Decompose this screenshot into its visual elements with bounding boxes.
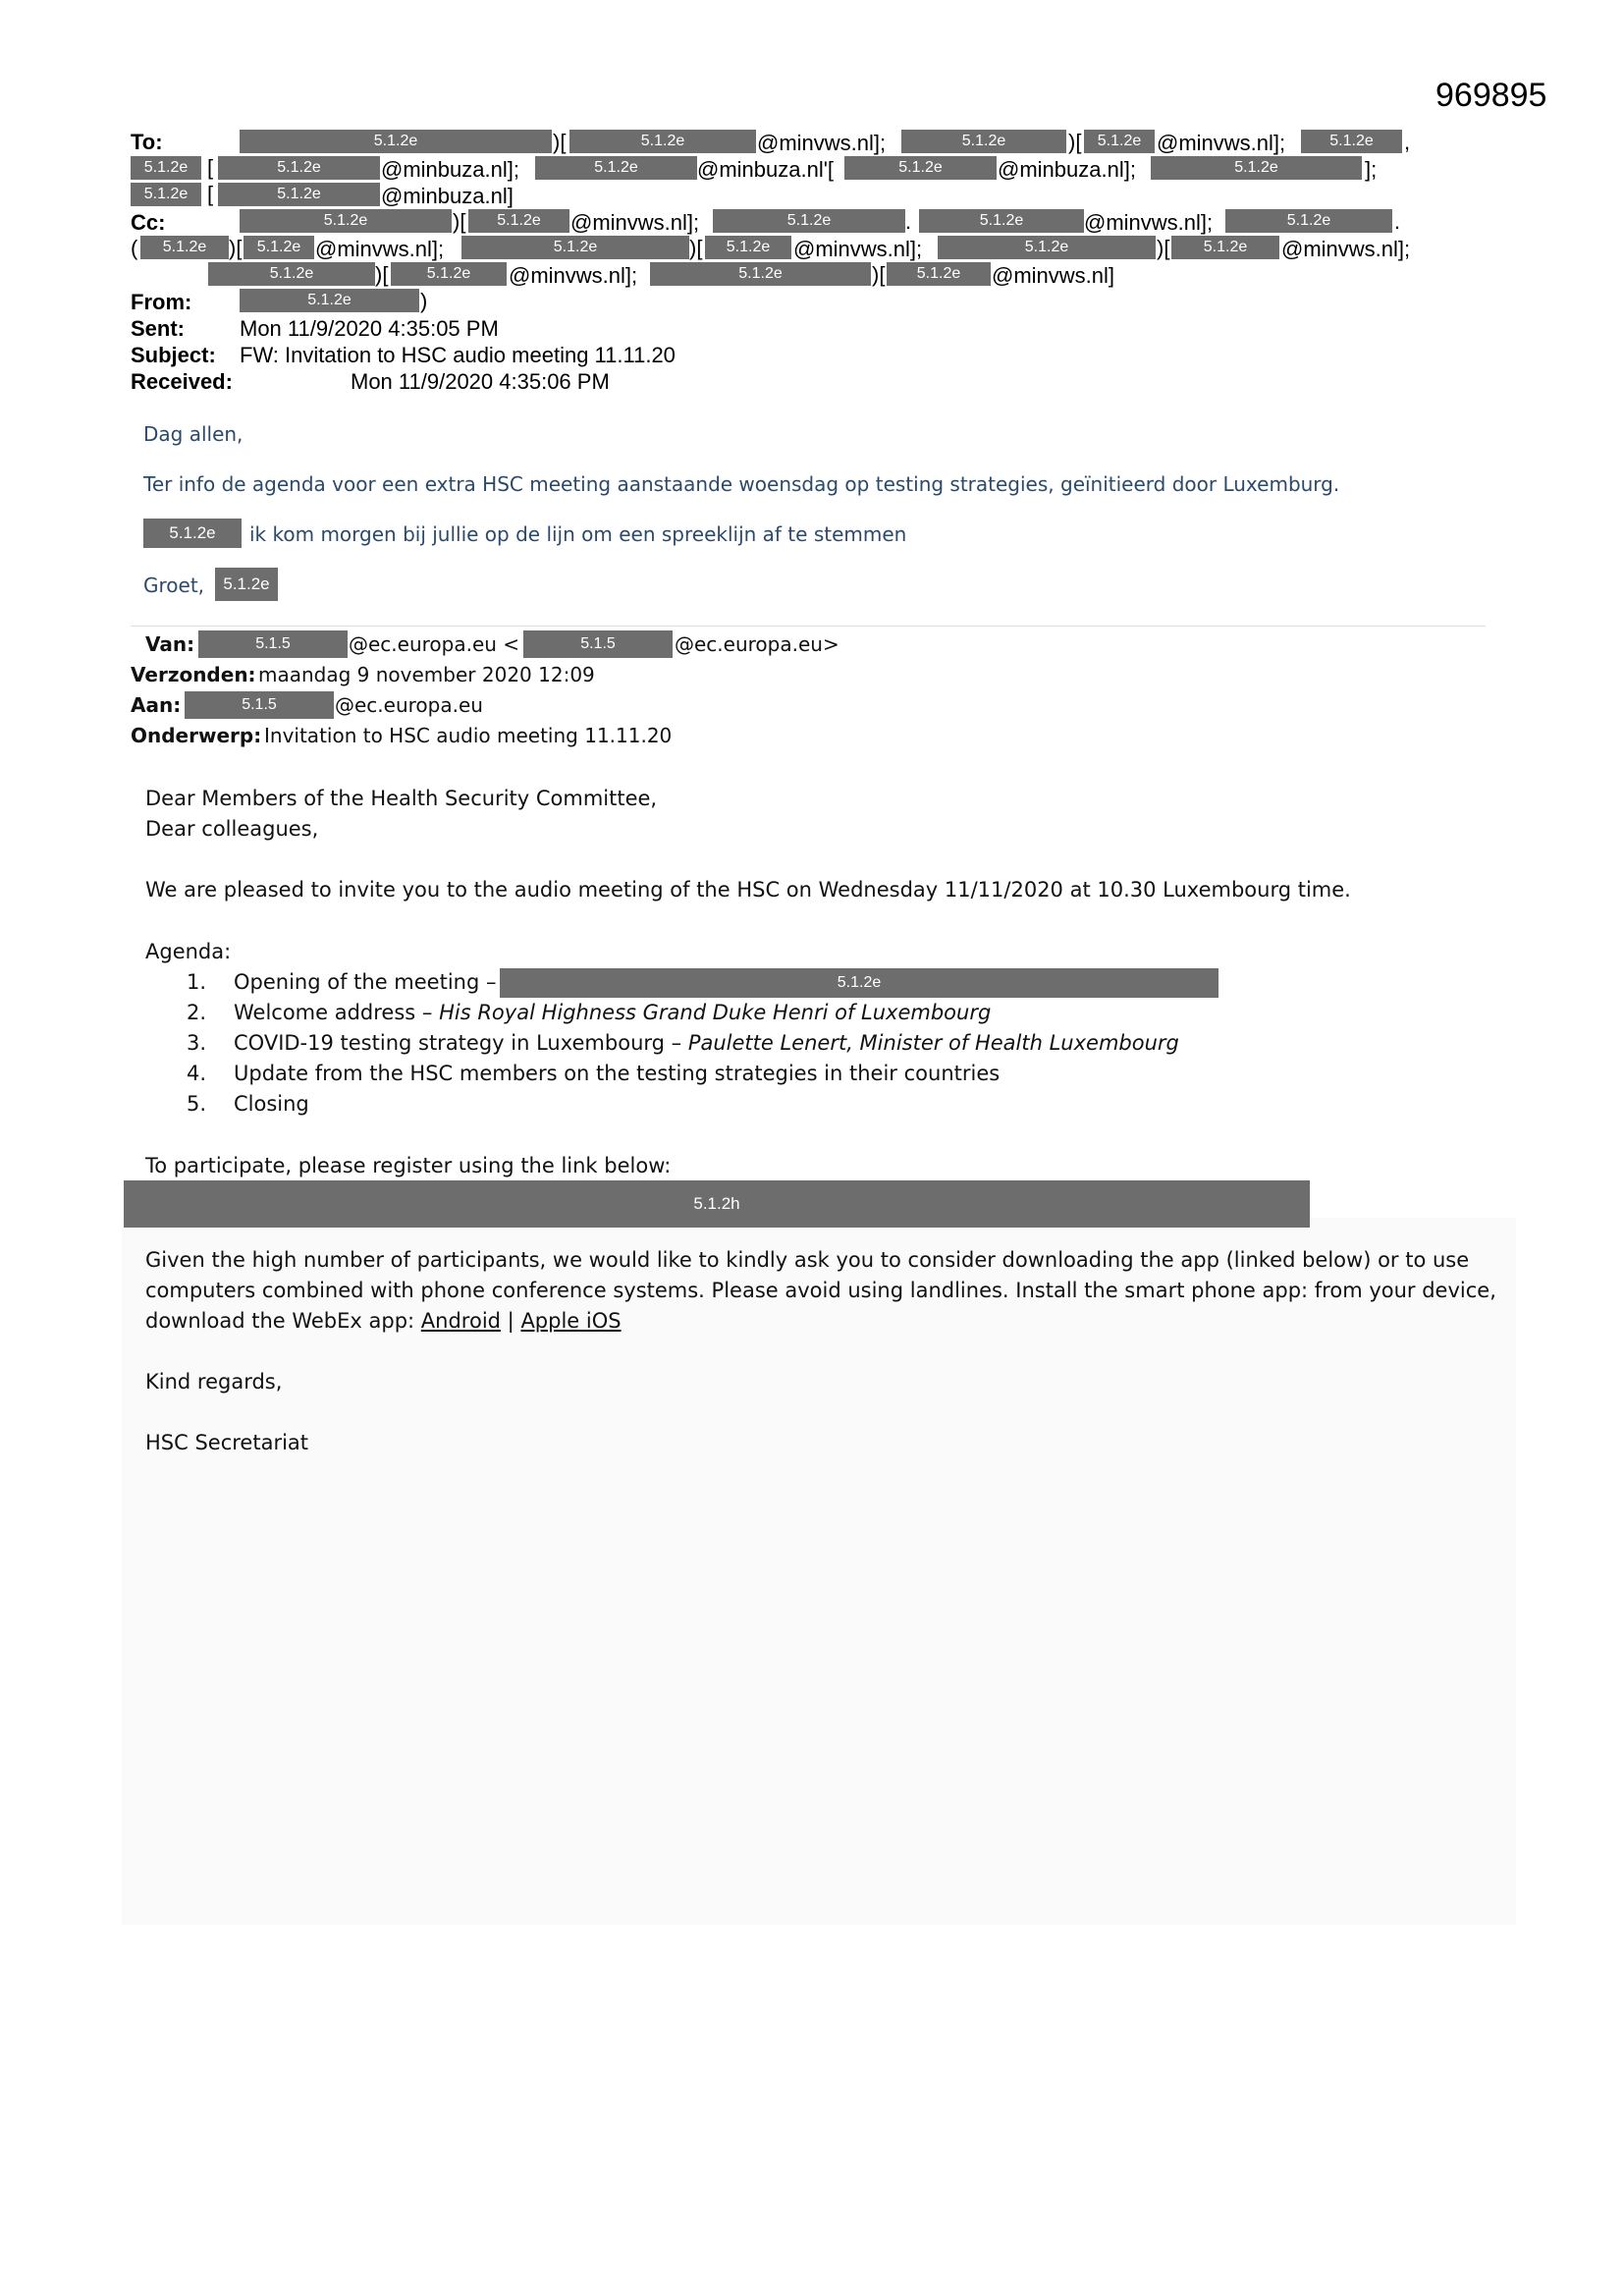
email-domain: @minvws.nl];: [793, 237, 923, 261]
email-domain: @minvws.nl];: [570, 210, 700, 235]
agenda-speaker: Paulette Lenert, Minister of Health Luxembourg: [687, 1031, 1179, 1055]
separator: )[: [1068, 130, 1082, 154]
agenda-label: Agenda:: [145, 940, 232, 963]
onderwerp-value: Invitation to HSC audio meeting 11.11.20: [264, 724, 673, 747]
aan-label: Aan:: [131, 693, 182, 717]
separator: .: [905, 209, 912, 234]
dutch-closing: Groet,: [143, 574, 205, 597]
dutch-greeting: Dag allen,: [143, 422, 244, 446]
redaction: 5.1.5: [198, 630, 348, 658]
verzonden-label: Verzonden:: [131, 663, 256, 686]
redaction: 5.1.2e: [1301, 130, 1402, 153]
separator: )[: [689, 236, 703, 260]
cc-label: Cc:: [131, 210, 166, 235]
separator: )[: [375, 262, 389, 287]
invite-text: We are pleased to invite you to the audio meeting of the HSC on Wednesday 11/11/2020 at 10.30 Luxembourg time.: [145, 878, 1351, 902]
redaction: 5.1.2e: [713, 209, 905, 233]
from-label: From:: [131, 290, 192, 314]
redaction: 5.1.2e: [535, 156, 697, 180]
given-line2: computers combined with phone conference systems. Please avoid using landlines. Install the smart phone app: from your device,: [145, 1279, 1496, 1302]
redaction: 5.1.2e: [650, 262, 871, 286]
email-domain: @minvws.nl];: [757, 131, 887, 155]
sent-label: Sent:: [131, 316, 185, 341]
agenda-number: 5.: [187, 1092, 207, 1116]
separator: )[: [553, 130, 567, 154]
dutch-line1: Ter info de agenda voor een extra HSC meeting aanstaande woensdag op testing strategies, geïnitieerd door Luxemburg.: [143, 472, 1340, 496]
salutation-line1: Dear Members of the Health Security Committee,: [145, 787, 658, 810]
agenda-text: COVID-19 testing strategy in Luxembourg –: [234, 1031, 688, 1055]
redaction: 5.1.2e: [218, 183, 380, 206]
received-label: Received:: [131, 369, 233, 394]
redaction: 5.1.2e: [131, 183, 201, 206]
given-line1: Given the high number of participants, we would like to kindly ask you to consider downloading the app (linked below) or to use: [145, 1248, 1470, 1272]
agenda-line: [234, 1031, 1179, 1055]
document-number: 969895: [1435, 77, 1547, 114]
divider: [131, 626, 1486, 627]
register-text: To participate, please register using the link below:: [145, 1154, 672, 1177]
separator: ): [420, 289, 428, 313]
agenda-line: [234, 1001, 991, 1024]
redaction: 5.1.2e: [1171, 236, 1279, 259]
agenda-number: 2.: [187, 1001, 207, 1024]
separator: (: [131, 236, 138, 260]
given-line3-prefix: download the WebEx app:: [145, 1309, 421, 1333]
separator: )[: [229, 236, 243, 260]
received-value: Mon 11/9/2020 4:35:06 PM: [351, 369, 610, 394]
aan-domain: @ec.europa.eu: [335, 693, 483, 717]
redaction-link: 5.1.2h: [124, 1180, 1310, 1228]
redaction: 5.1.2e: [391, 262, 507, 286]
dutch-line2: ik kom morgen bij jullie op de lijn om een spreeklijn af te stemmen: [249, 522, 907, 546]
separator: )[: [872, 262, 886, 287]
agenda-number: 3.: [187, 1031, 207, 1055]
redaction: 5.1.2e: [844, 156, 997, 180]
agenda-number: 1.: [187, 970, 207, 994]
redaction: 5.1.2e: [1151, 156, 1362, 180]
van-label: Van:: [145, 632, 195, 656]
agenda-text: Update from the HSC members on the testing strategies in their countries: [234, 1062, 1001, 1085]
android-link[interactable]: Android: [420, 1309, 501, 1333]
redaction: 5.1.2e: [240, 209, 452, 233]
salutation-line2: Dear colleagues,: [145, 817, 319, 841]
redaction: 5.1.2e: [240, 130, 552, 153]
agenda-speaker: His Royal Highness Grand Duke Henri of Luxembourg: [439, 1001, 992, 1024]
redaction: 5.1.2e: [1225, 209, 1392, 233]
subject-value: FW: Invitation to HSC audio meeting 11.11.20: [240, 343, 676, 367]
redaction: 5.1.2e: [131, 156, 201, 180]
van-domain: @ec.europa.eu <: [349, 632, 520, 656]
separator: )[: [1157, 236, 1170, 260]
redaction: 5.1.2e: [218, 156, 380, 180]
redaction: 5.1.2e: [919, 209, 1084, 233]
verzonden-value: maandag 9 november 2020 12:09: [258, 663, 595, 686]
separator: .: [1394, 209, 1401, 234]
redaction: 5.1.5: [185, 691, 334, 719]
email-domain: @minvws.nl];: [1281, 237, 1411, 261]
email-domain: @minbuza.nl];: [381, 157, 519, 182]
signature-text: HSC Secretariat: [145, 1431, 309, 1454]
redaction: 5.1.2e: [215, 568, 278, 601]
email-domain: @minvws.nl];: [1084, 210, 1214, 235]
redaction: 5.1.2e: [244, 236, 314, 259]
separator: )[: [453, 209, 466, 234]
redaction: 5.1.2e: [468, 209, 569, 233]
apple-ios-link[interactable]: Apple iOS: [520, 1309, 622, 1333]
agenda-text: Opening of the meeting –: [234, 970, 497, 994]
email-domain: @minbuza.nl];: [998, 157, 1136, 182]
redaction: 5.1.2e: [140, 236, 229, 259]
agenda-text: Welcome address –: [234, 1001, 440, 1024]
email-domain: @minvws.nl]: [992, 263, 1115, 288]
email-domain: @minbuza.nl'[: [697, 157, 835, 182]
link-separator: |: [501, 1309, 521, 1333]
redaction: 5.1.2e: [569, 130, 756, 153]
van-domain-end: @ec.europa.eu>: [675, 632, 839, 656]
email-domain: @minvws.nl];: [1157, 131, 1286, 155]
agenda-number: 4.: [187, 1062, 207, 1085]
separator: [: [207, 182, 214, 206]
agenda-text: Closing: [234, 1092, 309, 1116]
redaction: 5.1.2e: [901, 130, 1066, 153]
redaction: 5.1.2e: [1084, 130, 1155, 153]
redaction: 5.1.2e: [208, 262, 375, 286]
redaction: 5.1.2e: [705, 236, 791, 259]
redaction: 5.1.2e: [461, 236, 689, 259]
sent-value: Mon 11/9/2020 4:35:05 PM: [240, 316, 499, 341]
email-domain: @minvws.nl];: [315, 237, 445, 261]
redaction: 5.1.2e: [240, 289, 419, 312]
email-domain: @minvws.nl];: [509, 263, 638, 288]
separator: [: [207, 155, 214, 180]
onderwerp-label: Onderwerp:: [131, 724, 262, 747]
redaction: 5.1.2e: [887, 262, 991, 286]
redaction: 5.1.2e: [500, 968, 1218, 998]
subject-label: Subject:: [131, 343, 216, 367]
redaction: 5.1.5: [523, 630, 673, 658]
regards-text: Kind regards,: [145, 1370, 283, 1394]
redaction: 5.1.2e: [938, 236, 1156, 259]
email-domain: @minbuza.nl]: [381, 184, 514, 208]
separator: ,: [1404, 130, 1411, 154]
redaction: 5.1.2e: [143, 519, 242, 548]
given-line3: [145, 1309, 622, 1333]
separator: ];: [1365, 157, 1378, 182]
to-label: To:: [131, 130, 163, 154]
